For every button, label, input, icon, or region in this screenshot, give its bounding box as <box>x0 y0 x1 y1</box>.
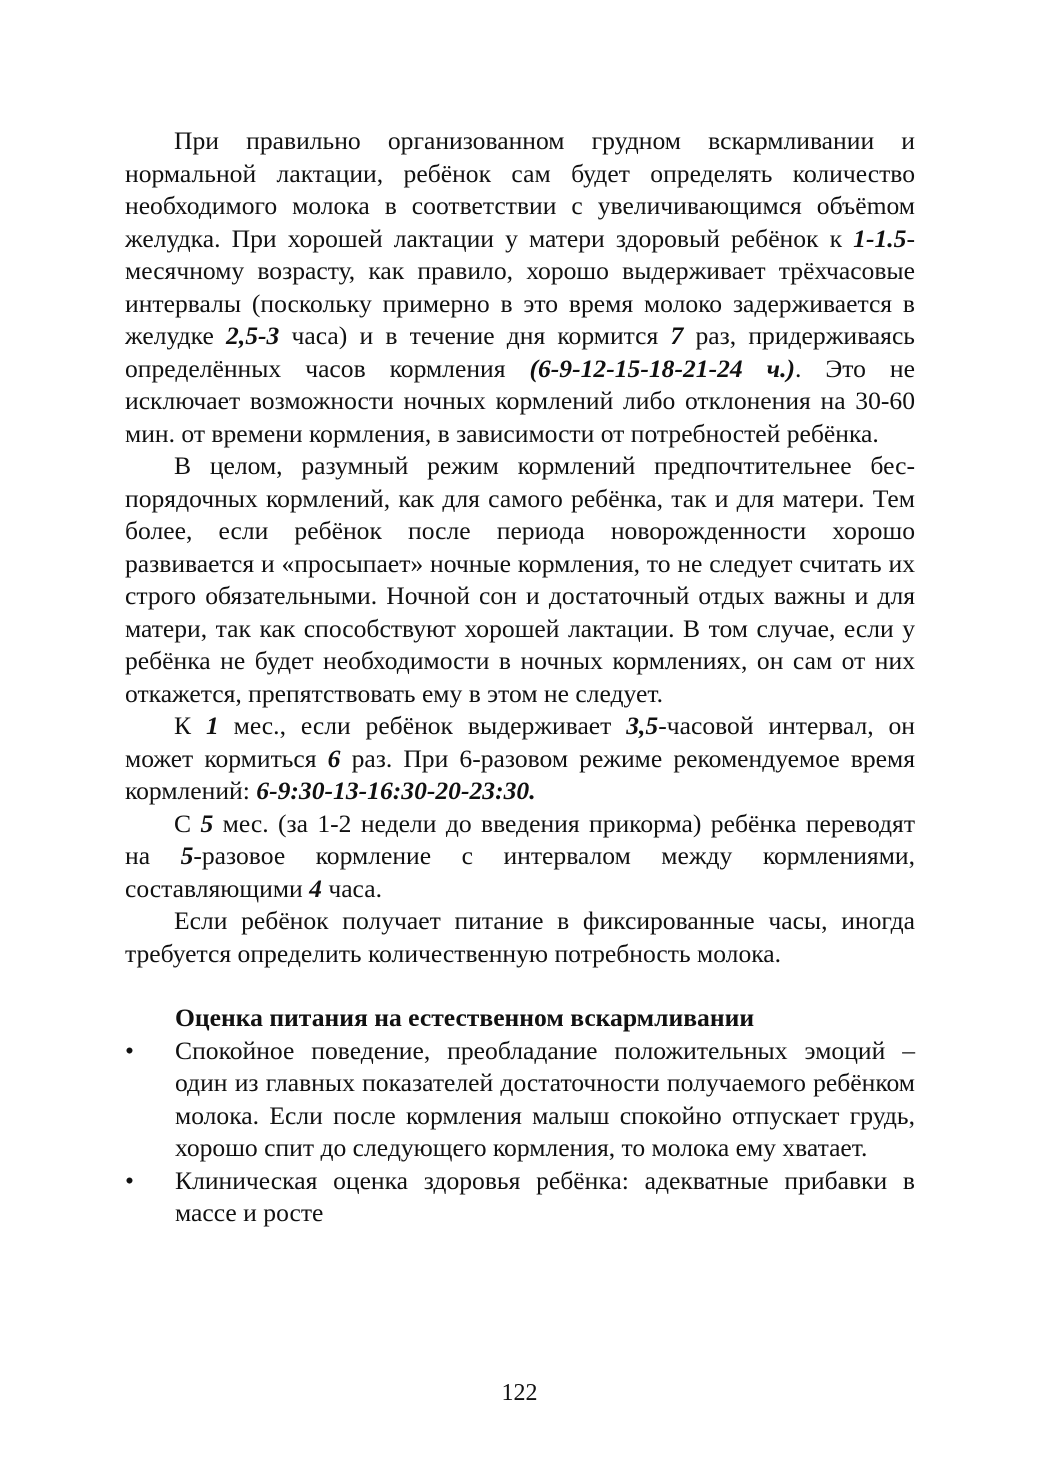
section-heading: Оценка питания на естественном вскармливании <box>175 1003 755 1032</box>
text-run: С <box>174 808 201 838</box>
list-item-text: Клиническая оценка здоровья ребёнка: адекватные прибавки в массе и росте <box>175 1165 915 1227</box>
text-run: -часовой интервал, он может кормиться <box>125 711 915 773</box>
paragraph-feeding-regime <box>125 450 915 710</box>
emphasis-month: 1 <box>205 711 219 740</box>
emphasis-month: 5 <box>200 808 214 838</box>
emphasis-feed-count: 7 <box>670 321 684 350</box>
paragraph-fixed-hours <box>125 905 915 970</box>
page-number: 122 <box>501 1380 538 1406</box>
bullet-icon: • <box>125 1035 134 1065</box>
text-run: раз. При 6-разовом режиме рекомендуемое время кормлений: <box>125 743 916 805</box>
text-run: Если ребёнок получает питание в фиксированные часы, иногда требуется определить количественную потребность молока. <box>125 906 915 968</box>
emphasis-feed-schedule: 6-9:30-13-16:30-20-23:30. <box>256 776 536 805</box>
page-body <box>125 125 915 1230</box>
emphasis-feed-count: 6 <box>327 743 341 773</box>
list-item <box>125 1165 915 1230</box>
list-item-text: Спокойное поведение, преобладание положительных эмоций – один из главных показателей достаточности получаемого ребёнком молока. Если после кормления малыш спокойно отпускает грудь, хорошо спит до следующего кормления, то молока ему хватает. <box>175 1035 915 1162</box>
text-run: -месячному возрасту, как правило, хорошо выдерживает трёхчасовые интервалы (поскольку примерно в это время молоко задерживается в желудке <box>125 223 915 350</box>
emphasis-stomach-hours: 2,5-3 <box>226 321 280 350</box>
paragraph-five-months <box>125 808 915 906</box>
assessment-list <box>125 1035 915 1230</box>
text-run: часа. <box>321 873 382 903</box>
text-run: мес. (за 1-2 недели до введения прикорма) ребёнка переводят на <box>125 808 915 870</box>
text-run: При правильно организованном грудном вскармливании и нормальной лактации, ребёнок сам будет определять количество необходимого молока в соответствии с увеличивающимся объёmом желудка. При хорошей лактации у матери здоровый ребёнок к <box>125 126 915 253</box>
emphasis-interval: 3,5 <box>626 711 659 740</box>
text-run: . Это не исключает возможности ночных кормлений либо отклонения на 30-60 мин. от времени кормления, в зависимости от потребностей ребёнка. <box>125 353 915 448</box>
text-run: В целом, разумный режим кормлений предпочтительнее беспорядочных кормлений, как для самого ребёнка, так и для матери. Тем более, если ребёнок после периода новорожденности хорошо развивается и «просыпает» ночные кормления, то не следует считать их строго обязательными. Ночной сон и достаточный отдых важны и для матери, так как способствуют хорошей лактации. В том случае, если у ребёнка не будет необходимости в ночных кормлениях, он сам от них откажется, препятствовать ему в этом не следует. <box>125 451 915 708</box>
text-run: раз, придерживаясь определённых часов кормления <box>125 321 915 383</box>
text-run: мес., если ребёнок выдерживает <box>218 711 627 740</box>
text-run: -разовое кормление с интервалом между кормлениями, составляющими <box>125 841 915 903</box>
emphasis-feed-count: 5 <box>180 841 194 870</box>
text-run: К <box>174 711 206 740</box>
emphasis-feed-schedule: (6-9-12-15-18-21-24 ч.) <box>529 353 796 383</box>
emphasis-age-range: 1-1.5 <box>853 223 907 253</box>
list-item <box>125 1035 915 1165</box>
emphasis-interval: 4 <box>309 873 322 903</box>
text-run: часа) и в течение дня кормится <box>279 321 671 350</box>
bullet-icon: • <box>125 1165 134 1195</box>
paragraph-one-month <box>125 710 915 808</box>
paragraph-feeding-intervals <box>125 125 915 450</box>
